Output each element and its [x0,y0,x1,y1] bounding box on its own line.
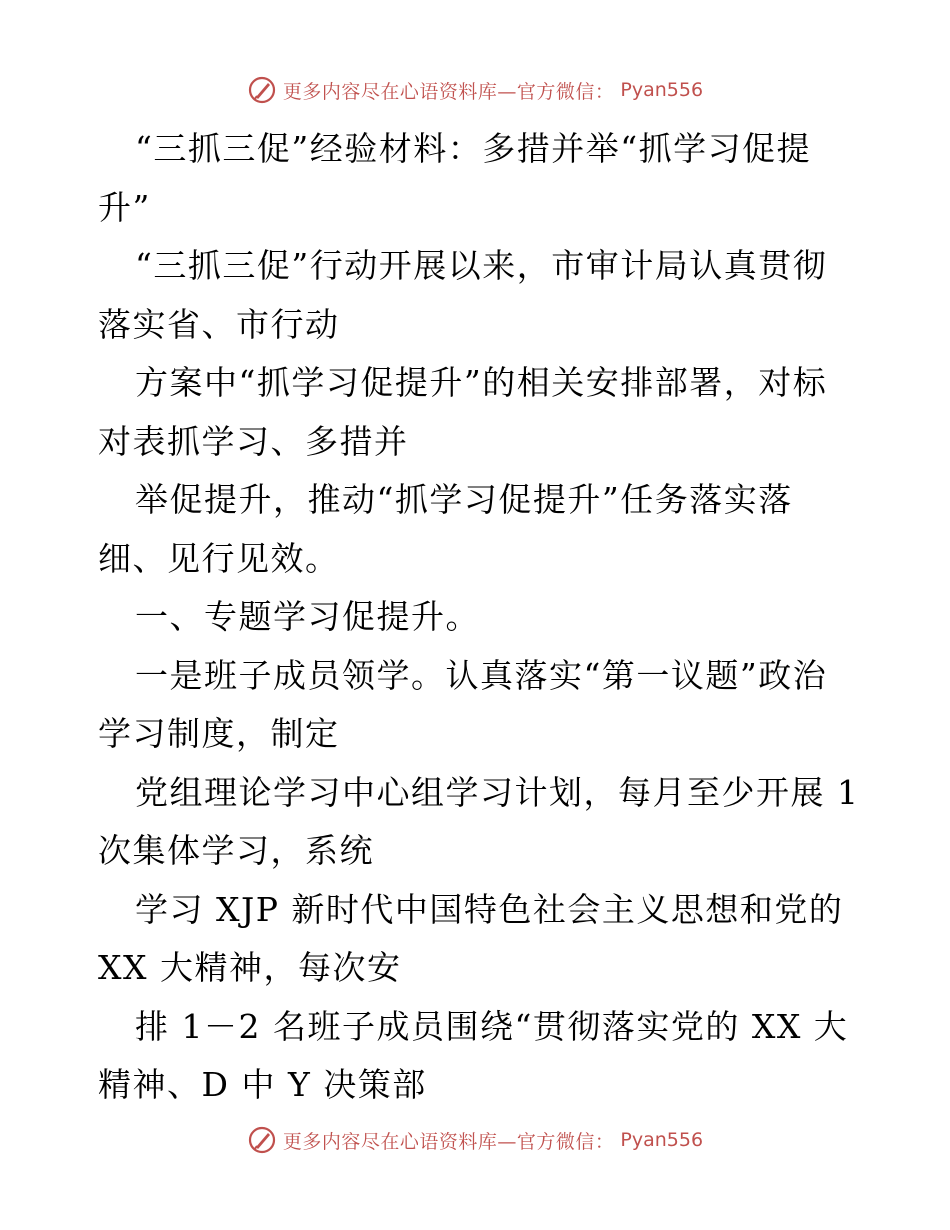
text-line: 学习制度，制定 [98,714,340,753]
text-line: XX 大精神，每次安 [98,948,402,987]
text-line: 举促提升，推动“抓学习促提升”任务落实落 [135,480,793,519]
watermark-wechat-id: Pyan556 [620,79,704,101]
text-line: 落实省、市行动 [98,304,340,344]
text-line: 精神、D 中 Y 决策部 [98,1065,427,1104]
quill-logo-icon [247,75,277,105]
text-line: 次集体学习，系统 [98,831,374,870]
text-line: “三抓三促”行动开展以来，市审计局认真贯彻 [135,246,828,285]
text-line: 对表抓学习、多措并 [98,421,409,461]
text-line: 排 1－2 名班子成员围绕“贯彻落实党的 XX 大 [135,1006,849,1046]
footer-watermark [0,1122,950,1158]
text-line: “三抓三促”经验材料：多措并举“抓学习促提 [135,129,812,168]
quill-logo-icon [247,1125,277,1155]
text-line: 方案中“抓学习促提升”的相关安排部署，对标 [135,363,828,402]
text-line: 一、专题学习促提升。 [135,597,480,636]
watermark-wechat-id: Pyan556 [620,1129,704,1151]
text-line: 一是班子成员领学。认真落实“第一议题”政治 [135,655,828,695]
document-body [98,120,858,1115]
watermark-text: 更多内容尽在心语资料库—官方微信： [282,80,615,103]
text-line: 学习 XJP 新时代中国特色社会主义思想和党的 [135,889,844,929]
watermark-text: 更多内容尽在心语资料库—官方微信： [282,1130,615,1153]
text-line: 升” [98,187,151,227]
text-line: 党组理论学习中心组学习计划，每月至少开展 1 [135,772,860,812]
text-line: 细、见行见效。 [98,538,340,578]
header-watermark [0,72,950,108]
